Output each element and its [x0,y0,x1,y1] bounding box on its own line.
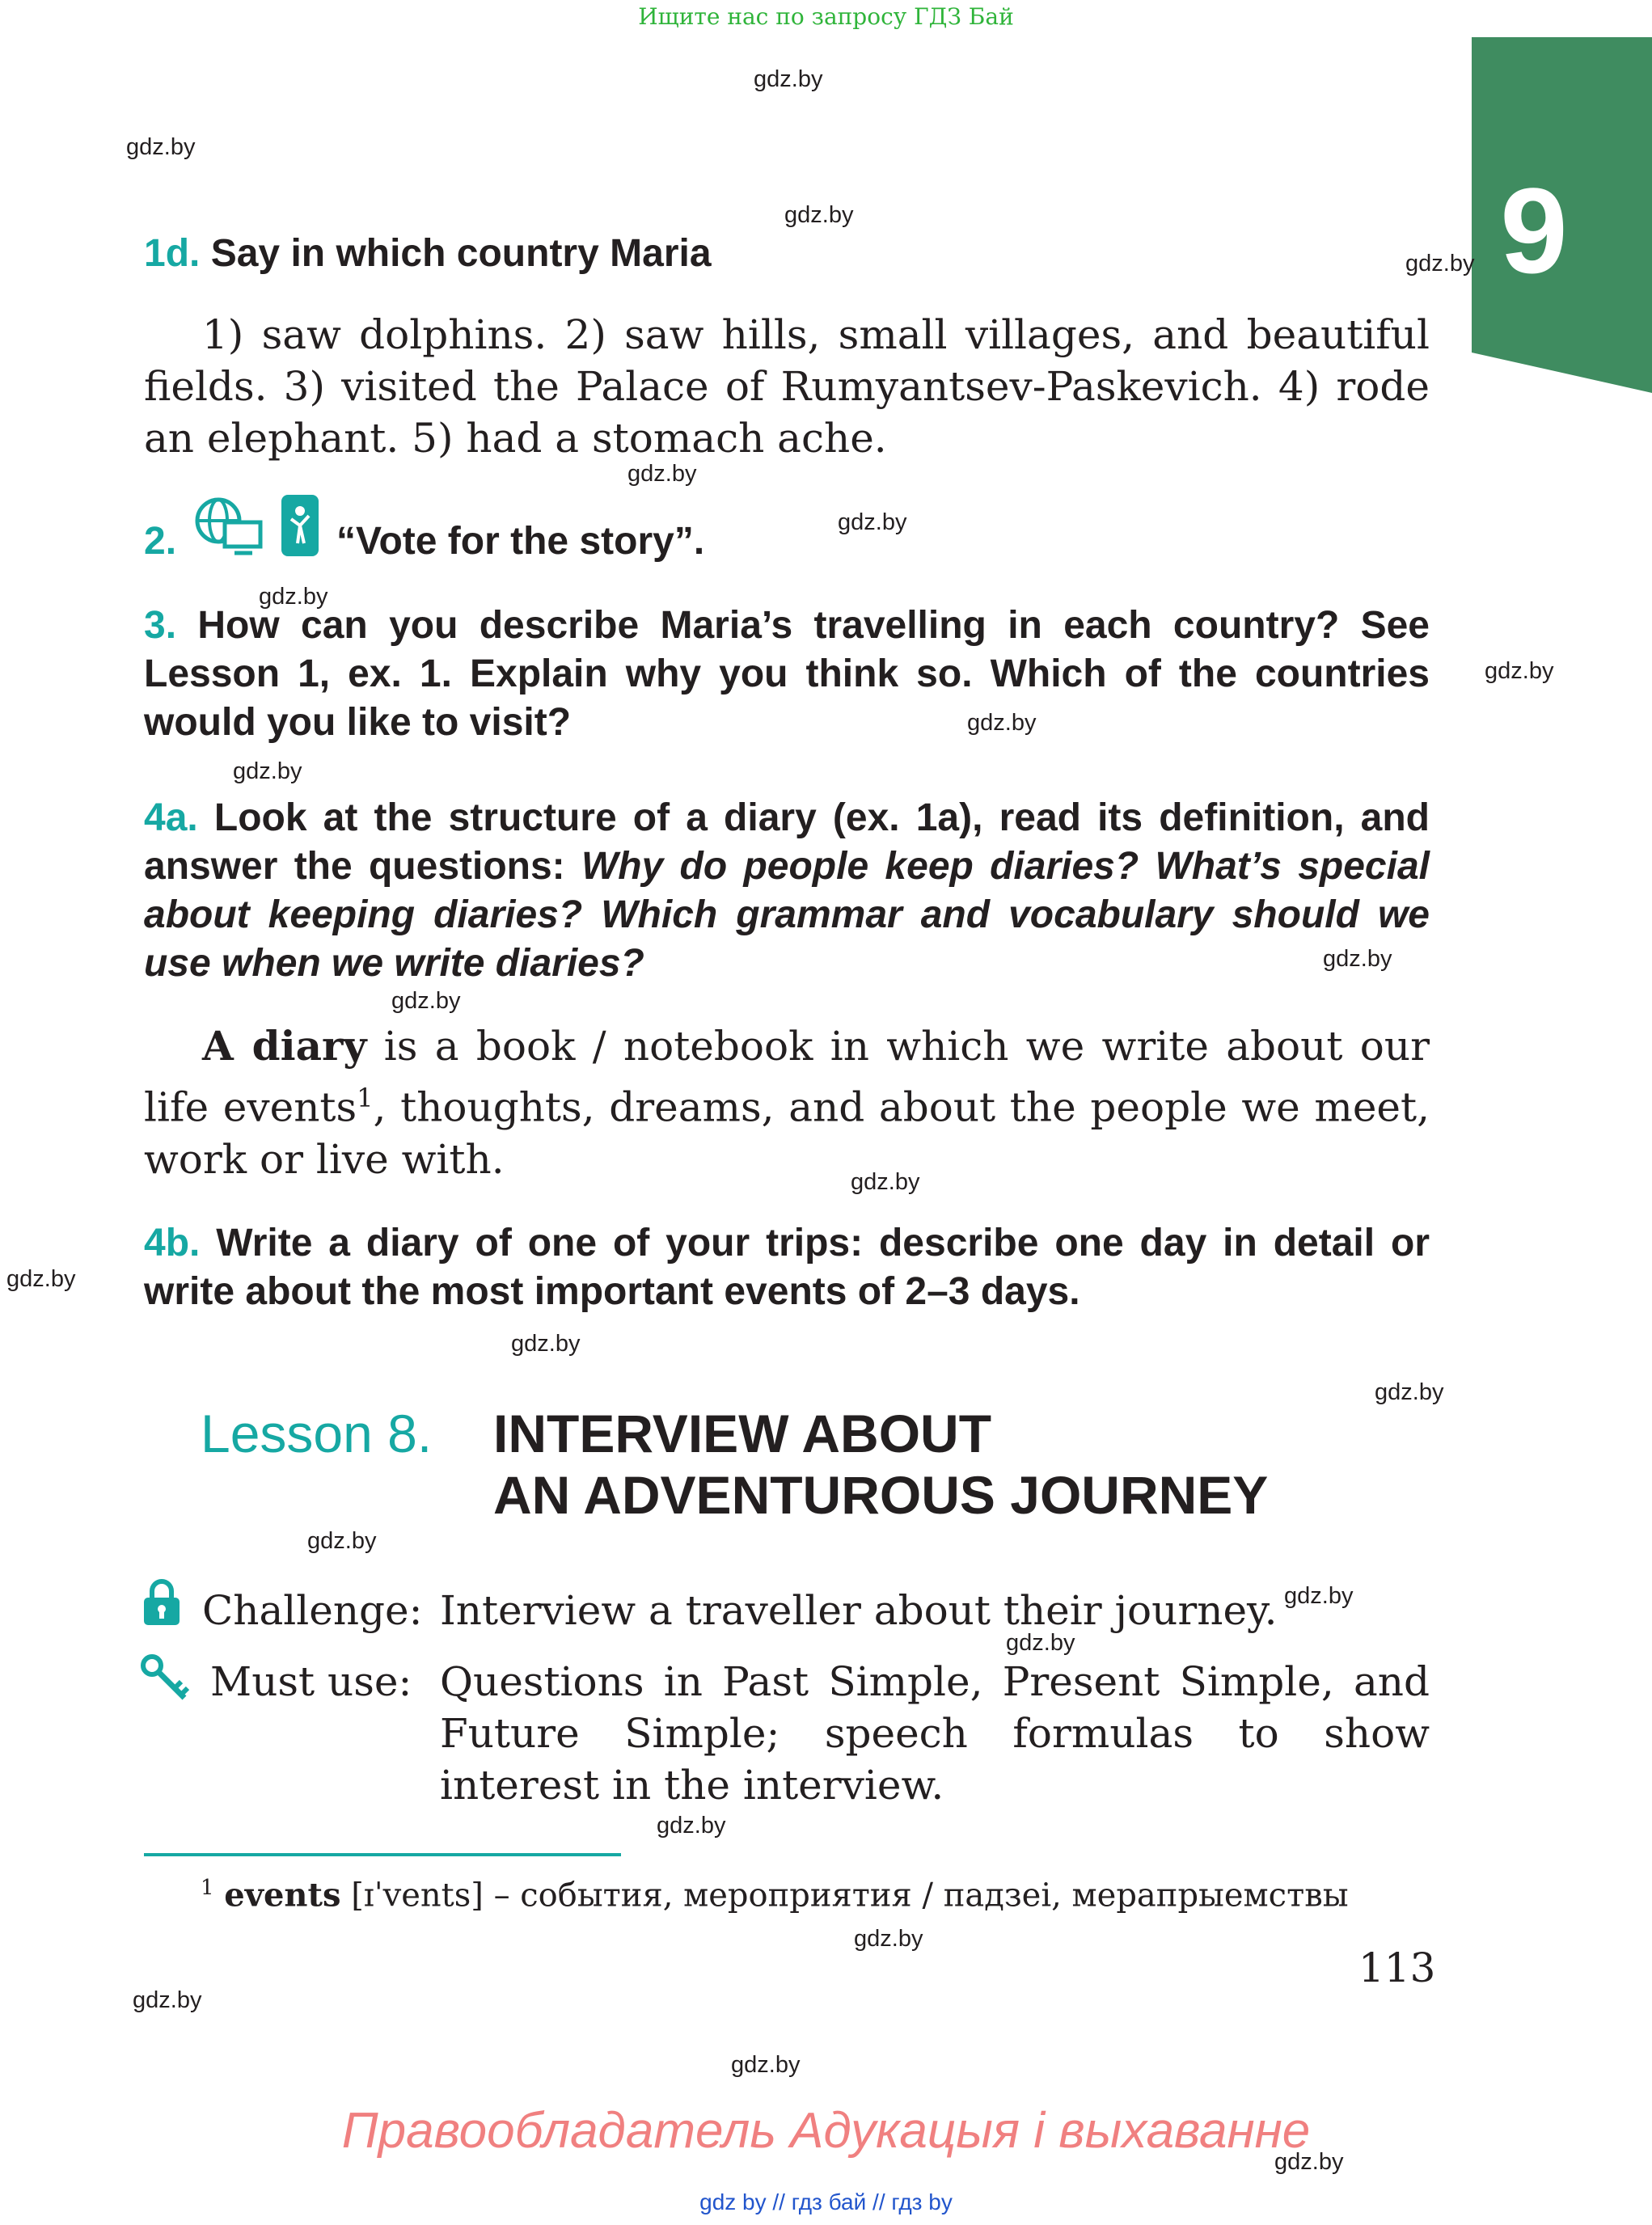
watermark: gdz.by [1274,2149,1344,2175]
must-use-text: Questions in Past Simple, Present Simple, and Future Simple; speech formulas to show interest in the interview. [440,1658,1430,1809]
task-number: 3. [144,604,177,647]
watermark: gdz.by [1485,658,1554,684]
challenge-label: Challenge: [202,1587,423,1634]
globe-computer-icon [194,496,264,556]
task-heading-text: Say in which country Maria [210,232,712,275]
watermark: gdz.by [754,66,823,92]
definition-text-continued: , thoughts, dreams, and about the people we meet, work or live with. [144,1083,1430,1183]
watermark: gdz.by [851,1169,920,1195]
watermark: gdz.by [133,1987,202,2013]
smartphone-icon [280,493,320,558]
definition-term: A diary [202,1022,367,1070]
task-number: 4b. [144,1222,201,1264]
top-banner: Ищите нас по запросу ГДЗ Бай [638,3,1014,30]
watermark: gdz.by [1284,1583,1354,1609]
footnote-translation: – события, мероприятия / падзеі, мерапрыемствы [493,1877,1349,1915]
lock-icon [142,1578,181,1627]
watermark: gdz.by [967,710,1037,736]
watermark: gdz.by [657,1813,726,1839]
watermark: gdz.by [6,1266,76,1292]
watermark: gdz.by [854,1926,923,1952]
watermark: gdz.by [391,988,461,1014]
watermark: gdz.by [838,509,907,535]
copyright-notice: Правообладатель Адукацыя і выхаванне [341,2103,1311,2159]
task-3 [144,602,1430,747]
watermark: gdz.by [627,461,697,487]
key-icon [141,1654,189,1703]
lesson-title-line: INTERVIEW ABOUT [493,1404,992,1463]
footnote-transcription: [ɪˈvents] [351,1877,484,1915]
lesson-title [493,1403,1268,1526]
challenge-text: Interview a traveller about their journey. [440,1587,1278,1634]
watermark: gdz.by [259,584,328,610]
task-heading-text: Look at the structure of a diary (ex. 1a), read its definition, and answer the questions: [144,796,1430,888]
watermark: gdz.by [784,202,854,228]
lesson-title-line: AN ADVENTUROUS JOURNEY [493,1465,1269,1525]
footnote-mark: 1 [357,1083,374,1113]
watermark: gdz.by [1375,1379,1444,1405]
task-questions: Why do people keep diaries? What’s special about keeping diaries? Which grammar and vocabulary should we use when we write diaries? [144,845,1430,985]
task-1d-heading [144,230,712,278]
task-4b [144,1219,1430,1316]
watermark: gdz.by [126,134,196,160]
task-2-number [144,517,176,566]
footnote-divider [144,1853,621,1856]
watermark: gdz.by [511,1331,581,1357]
watermark: gdz.by [731,2052,801,2078]
watermark: gdz.by [307,1528,377,1554]
task-number: 1d. [144,232,201,275]
lesson-number: Lesson 8. [201,1404,433,1463]
task-number: 2. [144,520,177,563]
definition-text: is a book / notebook in which we write about our life events [144,1023,1430,1131]
task-2-heading: “Vote for the story”. [336,520,705,563]
footnote [201,1876,1349,1914]
footnote-number: 1 [201,1876,214,1900]
page-number: 113 [1358,1944,1436,1991]
bottom-links[interactable]: gdz by // гдз бай // гдз by [699,2189,953,2214]
task-heading-text: Write a diary of one of your trips: describe one day in detail or write about the most important events of 2–3 days. [144,1222,1430,1313]
footnote-term: events [224,1876,341,1915]
task-4a [144,794,1430,988]
watermark: gdz.by [1006,1630,1075,1656]
must-use-label: Must use: [210,1658,412,1705]
task-1d-text: 1) saw dolphins. 2) saw hills, small villages, and beautiful fields. 3) visited the Palace of Rumyantsev-Paskevich. 4) rode an elephant. 5) had a stomach ache. [144,311,1430,462]
task-heading-text: How can you describe Maria’s travelling in each country? See Lesson 1, ex. 1. Explain why you think so. Which of the countries would you like to visit? [144,604,1430,744]
diary-definition [144,1020,1430,1185]
watermark: gdz.by [1323,946,1392,972]
chapter-number: 9 [1500,163,1568,298]
task-number: 4a. [144,796,198,839]
watermark: gdz.by [1405,251,1475,277]
watermark: gdz.by [233,758,302,784]
